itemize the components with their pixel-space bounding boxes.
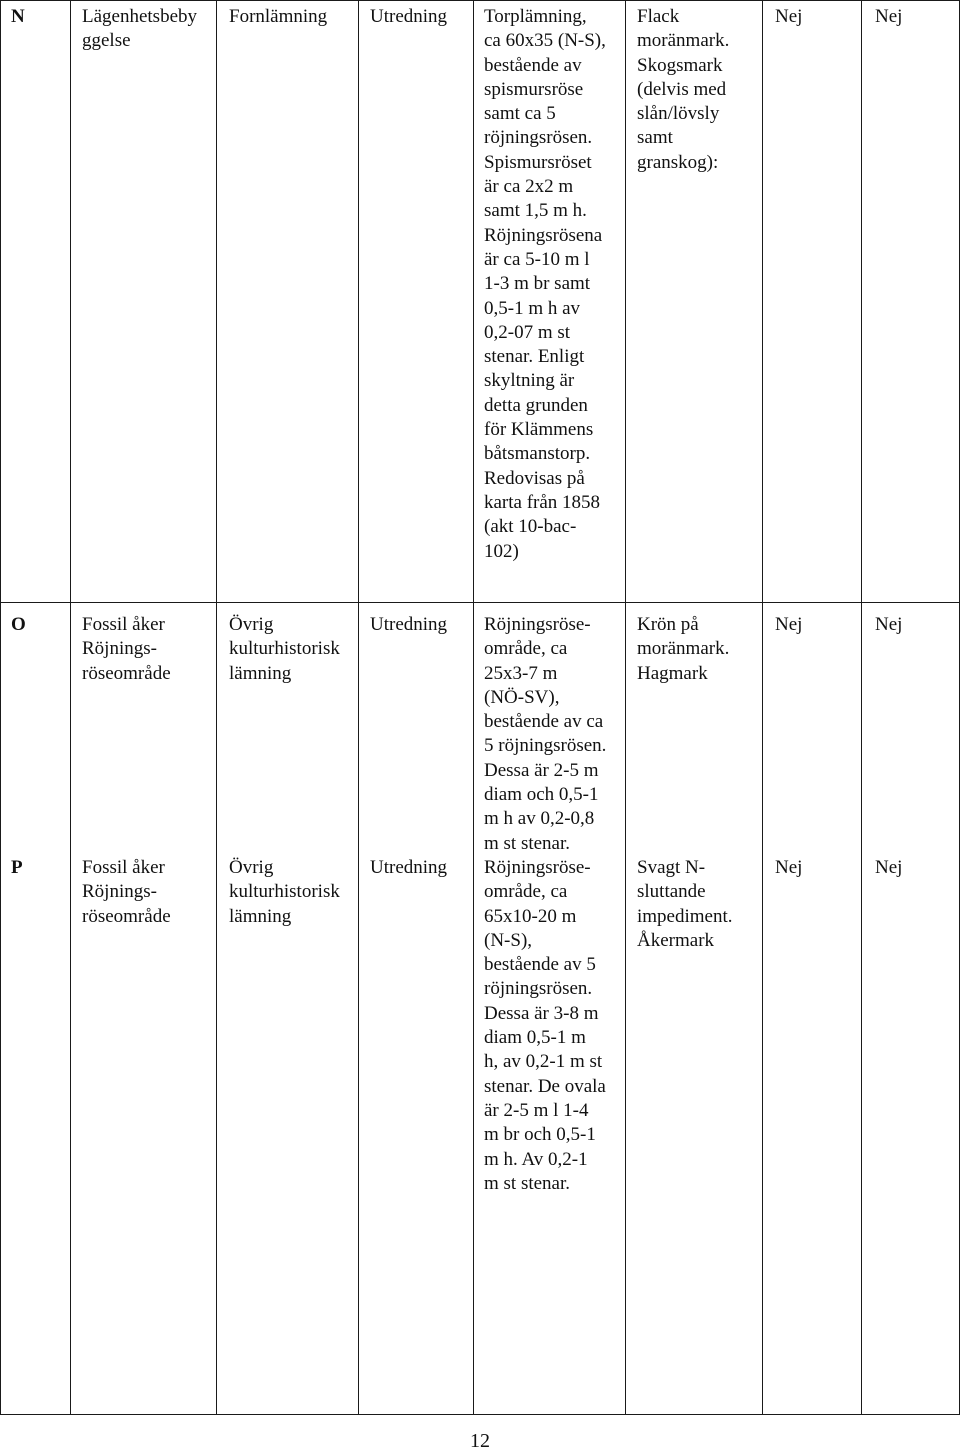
column-divider xyxy=(861,0,862,1414)
table-border-bottom xyxy=(0,1414,960,1415)
row-col8: Nej xyxy=(875,614,903,635)
row-id: P xyxy=(11,857,23,878)
column-divider xyxy=(625,0,626,1414)
column-divider xyxy=(473,0,474,1414)
table-border-left xyxy=(0,0,1,1414)
page-number: 12 xyxy=(470,1430,490,1452)
row-category: Övrig kulturhistorisk lämning xyxy=(229,614,340,684)
column-divider xyxy=(762,0,763,1414)
row-col7: Nej xyxy=(775,614,803,635)
row-type: Fossil åker Röjnings- röseområde xyxy=(82,614,171,684)
row-status: Utredning xyxy=(370,857,448,878)
row-col8: Nej xyxy=(875,857,903,878)
row-col7: Nej xyxy=(775,6,803,27)
row-status: Utredning xyxy=(370,6,448,27)
row-col8: Nej xyxy=(875,6,903,27)
row-type: Lägenhetsbeby ggelse xyxy=(82,6,198,52)
row-id: N xyxy=(11,6,25,27)
row-category: Övrig kulturhistorisk lämning xyxy=(229,857,340,927)
column-divider xyxy=(358,0,359,1414)
row-id: O xyxy=(11,614,26,635)
row-divider xyxy=(0,602,960,603)
column-divider xyxy=(70,0,71,1414)
row-category: Fornlämning xyxy=(229,6,328,27)
row-terrain: Flack moränmark. Skogsmark (delvis med slån/lövsly samt granskog): xyxy=(637,6,730,173)
row-description: Torplämning, ca 60x35 (N-S), bestående av spismursröse samt ca 5 röjningsrösen. Spismursröset är ca 2x2 m samt 1,5 m h. Röjningsrösena är ca 5-10 m l 1-3 m br samt 0,5-1 m h av 0,2-07 m st stenar. Enligt skyltning är detta grunden för Klämmens båtsmanstorp. Redovisas på karta från 1858 (akt 10-bac- 102) xyxy=(484,6,606,562)
row-description: Röjningsröse- område, ca 25x3-7 m (NÖ-SV), bestående av ca 5 röjningsrösen. Dessa är 2-5 m diam och 0,5-1 m h av 0,2-0,8 m st stenar. xyxy=(484,614,607,854)
column-divider xyxy=(216,0,217,1414)
row-status: Utredning xyxy=(370,614,448,635)
row-col7: Nej xyxy=(775,857,803,878)
row-terrain: Svagt N- sluttande impediment. Åkermark xyxy=(637,857,733,951)
table-border-top xyxy=(0,0,960,1)
row-type: Fossil åker Röjnings- röseområde xyxy=(82,857,171,927)
row-description: Röjningsröse- område, ca 65x10-20 m (N-S), bestående av 5 röjningsrösen. Dessa är 3-8 m diam 0,5-1 m h, av 0,2-1 m st stenar. De ovala är 2-5 m l 1-4 m br och 0,5-1 m h. Av 0,2-1 m st stenar. xyxy=(484,857,606,1194)
row-terrain: Krön på moränmark. Hagmark xyxy=(637,614,730,684)
